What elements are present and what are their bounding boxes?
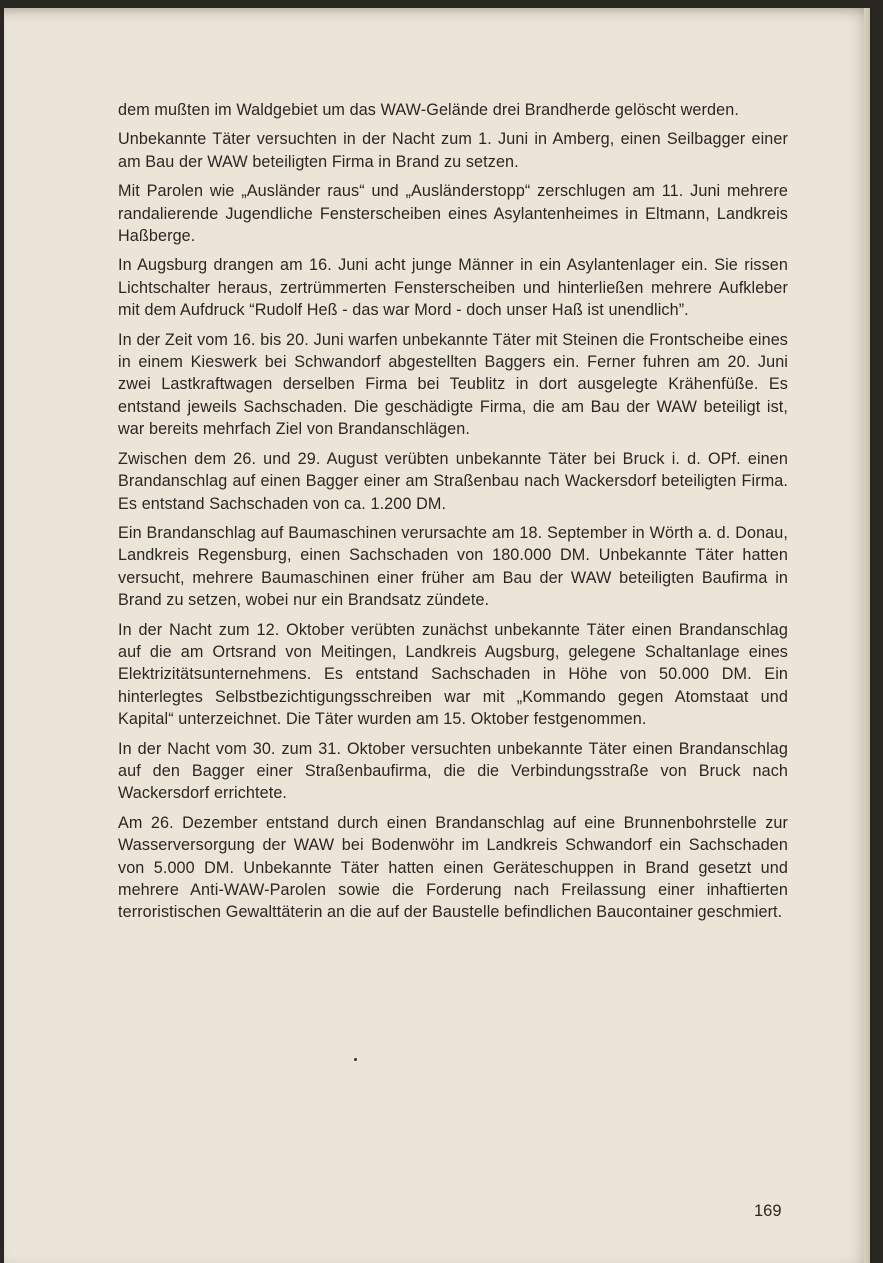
- page-number: 169: [754, 1202, 782, 1220]
- paragraph-2: Unbekannte Täter versuchten in der Nacht zum 1. Juni in Amberg, einen Seilbagger einer am Bau der WAW beteiligten Firma in Brand zu setzen.: [118, 130, 788, 171]
- paragraph-4: In Augsburg drangen am 16. Juni acht junge Männer in ein Asylantenlager ein. Sie rissen Lichtschalter heraus, zertrümmerten Fensterscheiben und hinterließen mehrere Aufkleber mit dem Aufdruck “Rudolf Heß - das war Mord - doch unser Haß ist unendlich”.: [118, 256, 788, 320]
- stray-dot-mark: [354, 1058, 357, 1061]
- paragraph-9: In der Nacht vom 30. zum 31. Oktober versuchten unbekannte Täter einen Brandanschlag auf den Bagger einer Straßenbaufirma, die die Verbindungsstraße von Bruck nach Wackersdorf errichtete.: [118, 739, 788, 803]
- page-edge-shadow: [864, 8, 870, 1263]
- paragraph-1: dem mußten im Waldgebiet um das WAW-Gelände drei Brandherde gelöscht werden.: [118, 101, 739, 119]
- paragraph-6: Zwischen dem 26. und 29. August verübten unbekannte Täter bei Bruck i. d. OPf. einen Brandanschlag auf einen Bagger einer am Straßenbau nach Wackersdorf beteiligten Firma. Es entstand Sachschaden von ca. 1.200 DM.: [118, 449, 788, 513]
- paragraph-7: Ein Brandanschlag auf Baumaschinen verursachte am 18. September in Wörth a. d. Donau, Landkreis Regensburg, einen Sachschaden von 180.000 DM. Unbekannte Täter hatten versucht, mehrere Baumaschinen einer früher am Bau der WAW beteiligten Baufirma in Brand zu setzen, wobei nur ein Brandsatz zündete.: [118, 523, 788, 610]
- document-page: [4, 8, 870, 1263]
- body-text: [118, 99, 788, 931]
- paragraph-3: Mit Parolen wie „Ausländer raus“ und „Ausländerstopp“ zerschlugen am 11. Juni mehrere randalierende Jugendliche Fensterscheiben eines Asylantenheimes in Eltmann, Landkreis Haßberge.: [118, 182, 788, 246]
- paragraph-10: Am 26. Dezember entstand durch einen Brandanschlag auf eine Brunnenbohrstelle zur Wasserversorgung der WAW bei Bodenwöhr im Landkreis Schwandorf ein Sachschaden von 5.000 DM. Unbekannte Täter hatten einen Geräteschuppen in Brand gesetzt und mehrere Anti-WAW-Parolen sowie die Forderung nach Freilassung einer inhaftierten terroristischen Gewalttäterin an die auf der Baustelle befindlichen Baucontainer geschmiert.: [118, 813, 788, 922]
- paragraph-5: In der Zeit vom 16. bis 20. Juni warfen unbekannte Täter mit Steinen die Frontscheibe eines in einem Kieswerk bei Schwandorf abgestellten Baggers ein. Ferner fuhren am 20. Juni zwei Lastkraftwagen derselben Firma bei Teublitz in dort ausgelegte Krähenfüße. Es entstand jeweils Sachschaden. Die geschädigte Firma, die am Bau der WAW beteiligt ist, war bereits mehrfach Ziel von Brandanschlägen.: [118, 330, 788, 439]
- paragraph-8: In der Nacht zum 12. Oktober verübten zunächst unbekannte Täter einen Brandanschlag auf die am Ortsrand von Meitingen, Landkreis Augsburg, gelegene Schaltanlage eines Elektrizitätsunternehmens. Es entstand Sachschaden in Höhe von 50.000 DM. Ein hinterlegtes Selbstbezichtigungsschreiben war mit „Kommando gegen Atomstaat und Kapital“ unterzeichnet. Die Täter wurden am 15. Oktober festgenommen.: [118, 620, 788, 729]
